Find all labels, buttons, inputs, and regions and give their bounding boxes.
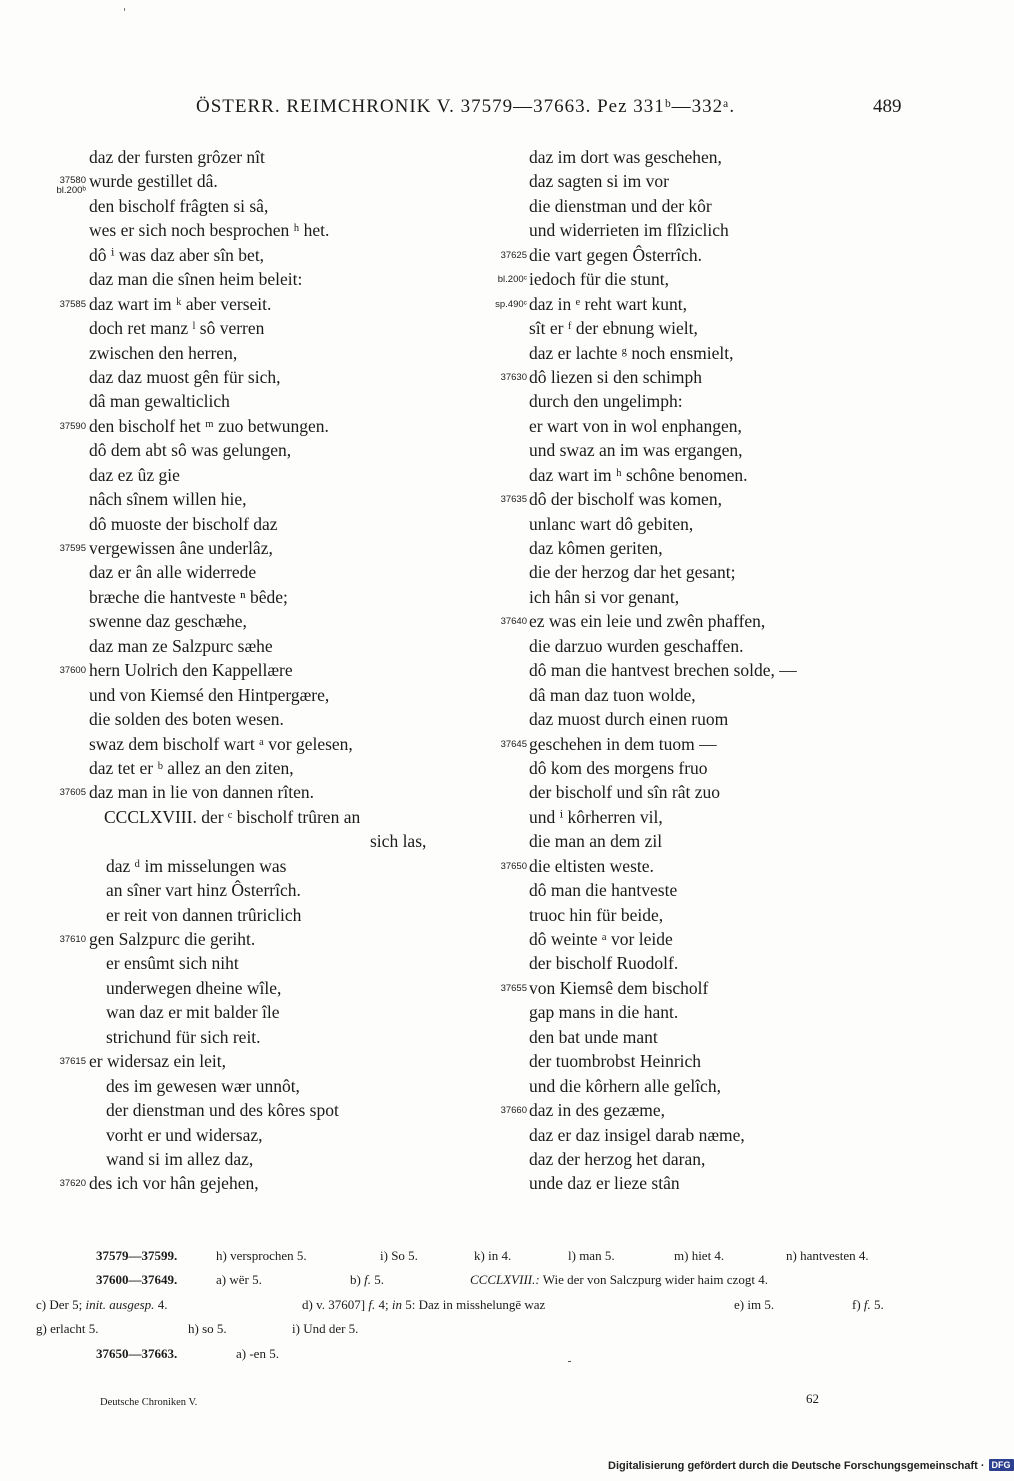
verse-line <box>480 512 920 536</box>
verse-text: die darzuo wurden geschaffen. <box>529 635 744 656</box>
verse-line <box>40 512 485 536</box>
verse-line <box>40 805 485 829</box>
verse-text: an sîner vart hinz Ôsterrîch. <box>106 880 301 901</box>
verse-text: den bischolf het ᵐ zuo betwungen. <box>89 415 329 436</box>
verse-line <box>480 1171 920 1195</box>
verse-text: geschehen in dem tuom — <box>529 733 717 754</box>
verse-line <box>40 536 485 560</box>
verse-text: swaz dem bischolf wart ᵃ vor gelesen, <box>89 733 353 754</box>
verse-line <box>480 903 920 927</box>
verse-line <box>480 1147 920 1171</box>
verse-text: durch den ungelimph: <box>529 391 683 412</box>
footnote: f) f. 5. <box>852 1296 884 1312</box>
footnote: CCCLXVIII.: Wie der von Salczpurg wider haim czogt 4. <box>470 1272 768 1288</box>
verse-line <box>480 854 920 878</box>
verse-text: und ⁱ kôrherren vil, <box>529 806 663 827</box>
verse-text: die der herzog dar het gesant; <box>529 562 736 583</box>
verse-line <box>40 341 485 365</box>
verse-text: daz kômen geriten, <box>529 538 663 558</box>
verse-line <box>40 903 485 927</box>
verse-text: daz ᵈ im misselungen was <box>106 855 287 876</box>
verse-line <box>40 756 485 780</box>
verse-line <box>480 927 920 951</box>
verse-text: vergewissen âne underlâz, <box>89 538 273 558</box>
footnote: b) f. 5. <box>350 1272 384 1288</box>
footnote-line <box>40 1268 910 1292</box>
verse-line <box>40 780 485 804</box>
verse-text: daz man die sînen heim beleit: <box>89 269 303 290</box>
footnote: e) im 5. <box>734 1296 775 1312</box>
footnote: h) so 5. <box>188 1321 227 1337</box>
verse-text: daz ez ûz gie <box>89 464 180 485</box>
chapter-heading: CCCLXVIII. der ᶜ bischolf trûren an <box>104 806 361 827</box>
verse-line <box>40 732 485 756</box>
verse-text: er ensûmt sich niht <box>106 953 239 974</box>
verse-line <box>480 609 920 633</box>
verse-text: die vart gegen Ôsterrîch. <box>529 244 702 265</box>
verse-text: er wart von in wol enphangen, <box>529 415 742 436</box>
verse-text: dô dem abt sô was gelungen, <box>89 440 292 461</box>
verse-line <box>40 1123 485 1147</box>
line-number: 37625 <box>500 249 527 261</box>
verse-text: dâ man gewalticlich <box>89 391 230 412</box>
verse-line <box>40 1171 485 1195</box>
line-number: sp.490ᶜ <box>495 298 527 310</box>
verse-text: unlanc wart dô gebiten, <box>529 513 694 534</box>
dfg-credit <box>608 1459 1014 1472</box>
verse-text: daz der herzog het daran, <box>529 1148 706 1169</box>
verse-line <box>40 267 485 291</box>
verse-line <box>480 634 920 658</box>
verse-line <box>40 829 485 853</box>
verse-line <box>480 560 920 584</box>
verse-line <box>40 292 485 316</box>
verse-line <box>480 1000 920 1024</box>
footnote-range: 37579—37599. <box>96 1248 178 1263</box>
verse-text: dâ man daz tuon wolde, <box>529 684 696 705</box>
verse-text: hern Uolrich den Kappellære <box>89 660 293 681</box>
verse-line <box>480 438 920 462</box>
verse-line <box>40 927 485 951</box>
verse-line <box>40 389 485 413</box>
verse-line <box>40 169 485 197</box>
verse-line <box>480 829 920 853</box>
running-head: ÖSTERR. REIMCHRONIK V. 37579—37663. Pez 331ᵇ—332ᵃ. <box>196 96 736 117</box>
verse-line <box>480 145 920 169</box>
verse-line <box>480 316 920 340</box>
verse-line <box>40 365 485 389</box>
verse-line <box>40 316 485 340</box>
verse-line <box>40 854 485 878</box>
verse-text: unde daz er lieze stân <box>529 1173 680 1194</box>
verse-text: von Kiemsê dem bischolf <box>529 977 709 998</box>
verse-text: daz er ân alle widerrede <box>89 562 257 583</box>
verse-text: den bat unde mant <box>529 1026 658 1047</box>
verse-line <box>480 169 920 193</box>
verse-text: underwegen dheine wîle, <box>106 977 282 998</box>
page-header <box>0 96 1000 126</box>
footnote: m) hiet 4. <box>674 1248 725 1263</box>
verse-text: nâch sînem willen hie, <box>89 489 247 510</box>
dfg-credit-text: Digitalisierung gefördert durch die Deutsche Forschungsgemeinschaft · <box>608 1460 985 1472</box>
verse-text: daz sagten si im vor <box>529 171 669 192</box>
verse-line <box>480 389 920 413</box>
verse-text: vorht er und widersaz, <box>106 1124 263 1145</box>
verse-text: dô man die hantvest brechen solde, — <box>529 660 797 681</box>
verse-line <box>480 463 920 487</box>
line-number: 37610 <box>59 934 86 945</box>
verse-line <box>480 536 920 560</box>
footnote-line <box>36 1317 910 1341</box>
verse-line <box>480 365 920 389</box>
verse-text: ich hân si vor genant, <box>529 586 680 607</box>
line-number: 37580 bl.200ᵇ <box>56 175 86 197</box>
verse-text: dô liezen si den schimph <box>529 366 703 387</box>
verse-line <box>40 218 485 242</box>
verse-line <box>480 1098 920 1122</box>
dfg-logo: DFG <box>989 1459 1014 1471</box>
footnote: d) v. 37607] f. 4; in 5: Daz in misshelungē waz <box>302 1296 546 1312</box>
verse-line <box>40 1147 485 1171</box>
verse-text: gen Salzpurc die geriht. <box>89 929 256 949</box>
verse-text: daz tet er ᵇ allez an den ziten, <box>89 757 294 778</box>
footnote: k) in 4. <box>474 1248 512 1263</box>
verse-line <box>480 951 920 975</box>
verse-line <box>40 243 485 267</box>
verse-line <box>480 683 920 707</box>
verse-line <box>480 1074 920 1098</box>
verse-line <box>40 414 485 438</box>
verse-text: er reit von dannen trûriclich <box>106 904 302 925</box>
verse-line <box>40 1098 485 1122</box>
verse-text: der bischolf Ruodolf. <box>529 953 679 974</box>
verse-text: und swaz an im was ergangen, <box>529 440 743 461</box>
verse-text: sît er ᶠ der ebnung wielt, <box>529 318 698 339</box>
verse-line <box>480 780 920 804</box>
verse-text: dô kom des morgens fruo <box>529 757 708 778</box>
footnote: h) versprochen 5. <box>216 1248 307 1263</box>
footnote: i) Und der 5. <box>292 1321 359 1337</box>
left-text-column <box>40 145 485 1196</box>
verse-text: der bischolf und sîn rât zuo <box>529 782 720 803</box>
verse-text: daz man ze Salzpurc sæhe <box>89 635 273 656</box>
verse-text: er widersaz ein leit, <box>89 1051 227 1072</box>
verse-text: des ich vor hân gejehen, <box>89 1173 259 1194</box>
verse-text: und widerrieten im flîziclich <box>529 220 729 241</box>
verse-line <box>480 732 920 756</box>
footnotes <box>36 1244 910 1366</box>
verse-line <box>480 341 920 365</box>
footnote: c) Der 5; init. ausgesp. 4. <box>36 1296 168 1312</box>
verse-text: dô man die hantveste <box>529 880 678 901</box>
verse-line <box>480 243 920 267</box>
verse-line <box>480 756 920 780</box>
verse-line <box>480 292 920 316</box>
page-number: 489 <box>873 96 902 117</box>
verse-line <box>40 878 485 902</box>
verse-text: die solden des boten wesen. <box>89 709 284 730</box>
verse-text: daz man in lie von dannen rîten. <box>89 782 314 803</box>
verse-text: der dienstman und des kôres spot <box>106 1100 339 1121</box>
line-number: 37595 <box>59 543 86 554</box>
verse-text: dô ⁱ was daz aber sîn bet, <box>89 244 265 265</box>
verse-text: wan daz er mit balder île <box>106 1002 280 1023</box>
verse-line <box>40 194 485 218</box>
verse-line <box>480 267 920 291</box>
line-number: bl.200ᶜ <box>497 274 527 286</box>
verse-text: dô weinte ᵃ vor leide <box>529 929 673 949</box>
verse-text: daz in ᵉ reht wart kunt, <box>529 293 688 314</box>
verse-line <box>40 463 485 487</box>
verse-line <box>40 487 485 511</box>
scan-mark <box>124 8 125 11</box>
verse-line <box>40 609 485 633</box>
footnote: a) wër 5. <box>216 1272 262 1288</box>
line-number: 37615 <box>59 1056 86 1068</box>
verse-line <box>480 976 920 1000</box>
verse-text: daz der fursten grôzer nît <box>89 147 265 167</box>
verse-text: daz daz muost gên für sich, <box>89 366 281 387</box>
footnote-line <box>36 1293 910 1317</box>
verse-text: dô der bischolf was komen, <box>529 489 722 510</box>
verse-text: den bischolf frâgten si sâ, <box>89 195 269 216</box>
verse-line <box>40 585 485 609</box>
footnote-line <box>40 1244 910 1268</box>
verse-line <box>40 438 485 462</box>
verse-text: des im gewesen wær unnôt, <box>106 1075 300 1096</box>
footnote: n) hantvesten 4. <box>786 1248 869 1263</box>
verse-text: strichund für sich reit. <box>106 1026 261 1047</box>
verse-line <box>480 658 920 682</box>
verse-text: daz muost durch einen ruom <box>529 709 729 730</box>
footnote: l) man 5. <box>568 1248 615 1263</box>
verse-line <box>480 487 920 511</box>
footnote-line <box>40 1342 910 1366</box>
verse-line <box>40 683 485 707</box>
verse-text: zwischen den herren, <box>89 342 238 363</box>
verse-text: die man an dem zil <box>529 831 663 852</box>
footnote-range: 37600—37649. <box>96 1272 178 1288</box>
verse-line <box>480 218 920 242</box>
verse-text: und von Kiemsé den Hintpergære, <box>89 684 330 705</box>
verse-line <box>480 1025 920 1049</box>
verse-line <box>40 145 485 169</box>
footnote-range: 37650—37663. <box>96 1345 178 1361</box>
footnote: i) So 5. <box>380 1248 418 1263</box>
verse-text: und die kôrhern alle gelîch, <box>529 1075 721 1096</box>
line-number: 37635 <box>500 494 527 506</box>
line-number: 37660 <box>500 1105 527 1117</box>
verse-text: truoc hin für beide, <box>529 904 664 925</box>
verse-line <box>480 805 920 829</box>
verse-text: wand si im allez daz, <box>106 1148 254 1169</box>
line-number: 37600 <box>59 665 86 677</box>
verse-line <box>40 707 485 731</box>
verse-text: ez was ein leie und zwên phaffen, <box>529 611 766 632</box>
volume-signature: Deutsche Chroniken V. <box>100 1397 198 1408</box>
line-number: 37640 <box>500 616 527 628</box>
verse-line <box>40 634 485 658</box>
verse-text: der tuombrobst Heinrich <box>529 1051 702 1072</box>
verse-text: wurde gestillet dâ. <box>89 171 218 192</box>
verse-text: swenne daz geschæhe, <box>89 611 247 632</box>
verse-text: bræche die hantveste ⁿ bêde; <box>89 586 288 607</box>
line-number: 37655 <box>500 982 527 994</box>
line-number: 37645 <box>500 738 527 750</box>
verse-line <box>40 560 485 584</box>
verse-text: daz er lachte ᵍ noch ensmielt, <box>529 342 734 363</box>
line-number: 37630 <box>500 371 527 383</box>
verse-text: daz wart im ᵏ aber verseit. <box>89 293 272 314</box>
verse-text: doch ret manz ˡ sô verren <box>89 318 265 339</box>
verse-line <box>40 1000 485 1024</box>
verse-text: die dienstman und der kôr <box>529 195 712 216</box>
verse-text: daz in des gezæme, <box>529 1100 666 1121</box>
verse-line <box>480 707 920 731</box>
verse-line <box>40 951 485 975</box>
verse-line <box>480 1049 920 1073</box>
right-text-column <box>480 145 920 1196</box>
verse-line <box>40 1074 485 1098</box>
verse-line <box>40 1049 485 1073</box>
verse-text: daz im dort was geschehen, <box>529 147 722 167</box>
verse-line <box>480 414 920 438</box>
verse-line <box>480 878 920 902</box>
verse-line <box>480 194 920 218</box>
verse-line <box>40 976 485 1000</box>
verse-line <box>40 1025 485 1049</box>
verse-line <box>480 1123 920 1147</box>
verse-line <box>480 585 920 609</box>
line-number: 37590 <box>59 420 86 432</box>
line-number: 37620 <box>59 1178 86 1190</box>
verse-line <box>40 658 485 682</box>
verse-text: die eltisten weste. <box>529 855 654 876</box>
verse-text: gap mans in die hant. <box>529 1002 679 1023</box>
verse-text: sich las, <box>370 831 427 852</box>
verse-text: daz er daz insigel darab næme, <box>529 1124 745 1145</box>
scan-mark <box>568 1361 571 1362</box>
line-number: 37650 <box>500 860 527 872</box>
verse-text: wes er sich noch besprochen ʰ het. <box>89 220 330 241</box>
footnote: a) -en 5. <box>236 1345 279 1361</box>
line-number: 37585 <box>59 298 86 310</box>
verse-text: iedoch für die stunt, <box>529 269 669 290</box>
sheet-signature: 62 <box>806 1391 819 1406</box>
verse-text: daz wart im ʰ schône benomen. <box>529 464 748 485</box>
verse-text: dô muoste der bischolf daz <box>89 513 278 534</box>
line-number: 37605 <box>59 787 86 799</box>
footnote: g) erlacht 5. <box>36 1321 99 1337</box>
